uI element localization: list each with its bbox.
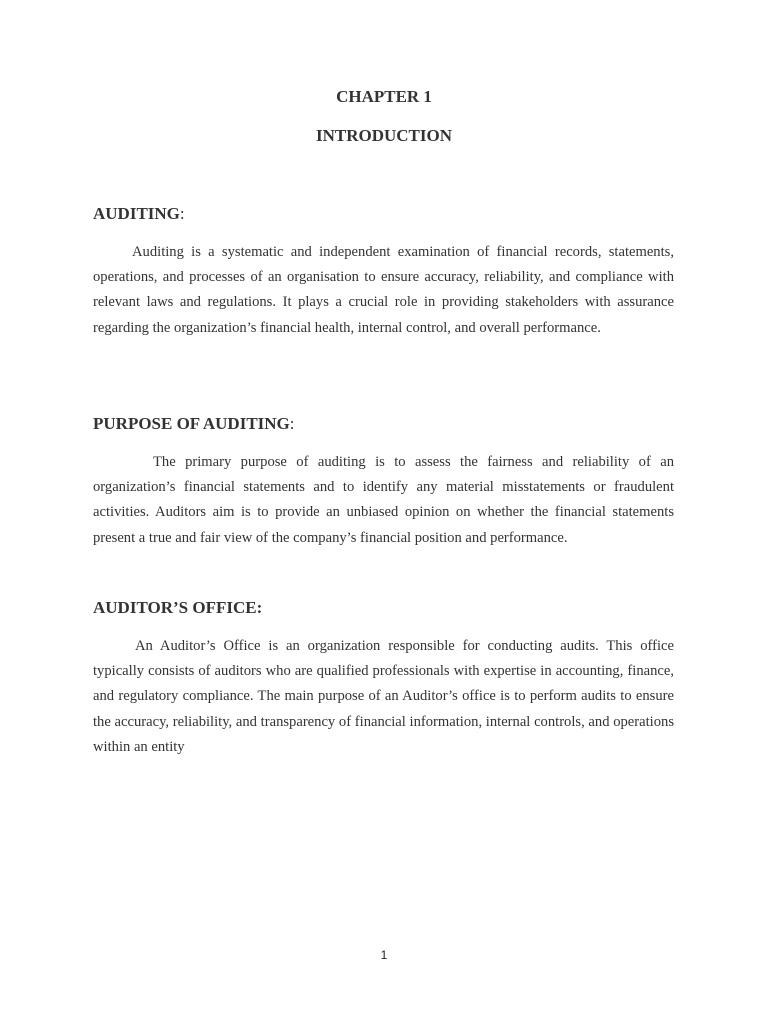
section-heading-text: AUDITING <box>93 204 180 223</box>
section-heading-auditors-office <box>93 598 262 618</box>
section-heading-purpose-of-auditing <box>93 414 295 434</box>
section-heading-auditing <box>93 204 185 224</box>
chapter-number: CHAPTER 1 <box>336 87 432 106</box>
section-heading-colon: : <box>179 204 185 223</box>
section-heading-text: PURPOSE OF AUDITING <box>93 414 290 433</box>
section-paragraph-auditing: Auditing is a systematic and independent examination of financial records, statements, operations, and processes of an organisation to ensure accuracy, reliability, and compliance with relevant laws and regulations. It plays a crucial role in providing stakeholders with assurance regarding the organization’s financial health, internal control, and overall performance. <box>93 244 674 336</box>
section-heading-colon: : <box>256 598 263 617</box>
section-heading-text: AUDITOR’S OFFICE <box>93 598 257 617</box>
section-paragraph-purpose-of-auditing: The primary purpose of auditing is to assess the fairness and reliability of an organization’s financial statements and to identify any material misstatements or fraudulent activities. Auditors aim is to provide an unbiased opinion on whether the financial statements present a true and fair view of the company’s financial position and performance. <box>93 454 674 546</box>
chapter-title: INTRODUCTION <box>315 126 453 145</box>
section-heading-colon: : <box>289 414 295 433</box>
section-paragraph-auditors-office: An Auditor’s Office is an organization responsible for conducting audits. This office typically consists of auditors who are qualified professionals with expertise in accounting, finance, and regulatory compliance. The main purpose of an Auditor’s office is to perform audits to ensure the accuracy, reliability, and transparency of financial information, internal controls, and operations within an entity <box>93 638 674 755</box>
page-number: 1 <box>380 948 388 962</box>
